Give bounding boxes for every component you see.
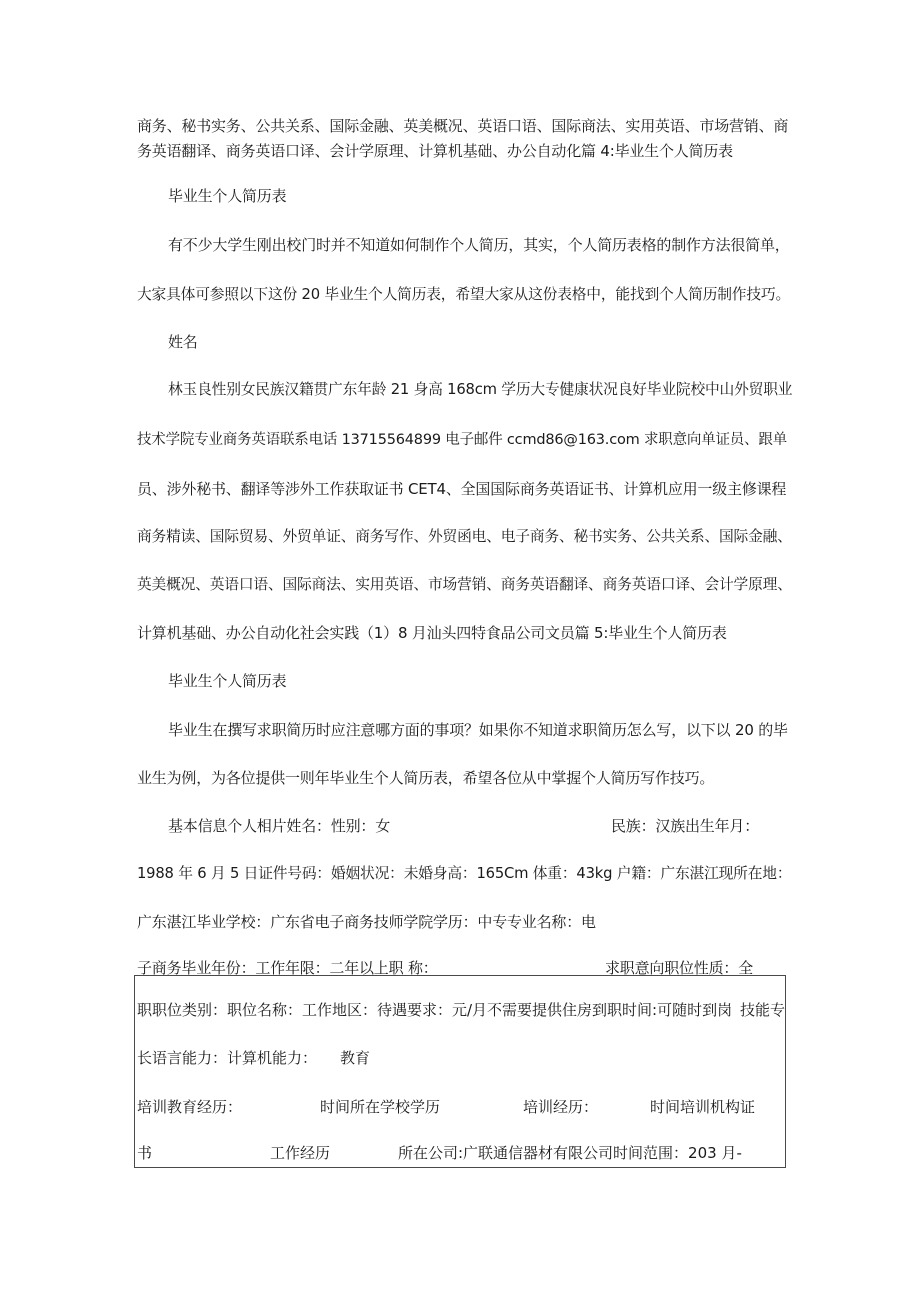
resume-detail-line: 林玉良性别女民族汉籍贯广东年龄 21 身高 168cm 学历大专健康状况良好毕业院校中山外贸职业 (168, 381, 793, 398)
basic-info-line-2: 1988 年 6 月 5 日证件号码：婚姻状况：未婚身高：165Cm 体重：43kg 户籍：广东湛江现所在地： (137, 865, 792, 882)
table-row-1-left: 职职位类别：职位名称：工作地区：待遇要求：元/月不需要提供住房到职时间:可随时到岗 (137, 1001, 733, 1019)
table-row-3-cell: 培训经历： (523, 1098, 599, 1116)
table-row-3-cell: 时间所在学校学历 (320, 1098, 441, 1116)
resume-detail-line: 技术学院专业商务英语联系电话 13715564899 电子邮件 ccmd86@163.com 求职意向单证员、跟单 (137, 432, 787, 448)
table-row-3-cell: 时间培训机构证 (650, 1098, 756, 1116)
section5-para-1: 毕业生在撰写求职简历时应注意哪方面的事项？如果你不知道求职简历怎么写，以下以 20 的毕 (168, 721, 788, 739)
section4-para-2: 大家具体可参照以下这份 20 毕业生个人简历表，希望大家从这份表格中，能找到个人简历制作技巧。 (137, 286, 790, 303)
resume-detail-line: 员、涉外秘书、翻译等涉外工作获取证书 CET4、全国国际商务英语证书、计算机应用一级主修课程 (137, 480, 787, 498)
basic-info-right: 民族：汉族出生年月： (611, 817, 760, 835)
intro-line-1: 商务、秘书实务、公共关系、国际金融、英美概况、英语口语、国际商法、实用英语、市场营销、商 (137, 117, 789, 135)
basic-info-line-3: 广东湛江毕业学校：广东省电子商务技师学院学历：中专专业名称：电 (137, 913, 596, 931)
resume-detail-line: 计算机基础、办公自动化社会实践（1）8 月汕头四特食品公司文员篇 5:毕业生个人简历表 (137, 624, 727, 642)
section5-para-2: 业生为例，为各位提供一则年毕业生个人简历表，希望各位从中掌握个人简历写作技巧。 (137, 769, 715, 787)
table-row-2-left: 长语言能力：计算机能力： (137, 1049, 318, 1067)
table-row-4-cell: 书 (137, 1144, 153, 1162)
section5-title: 毕业生个人简历表 (168, 672, 287, 690)
table-row-4-cell: 工作经历 (270, 1144, 331, 1162)
table-row-4-cell: 所在公司:广联通信器材有限公司时间范围：203 月- (398, 1144, 742, 1162)
table-row-3-cell: 培训教育经历： (137, 1098, 243, 1116)
intro-line-2: 务英语翻译、商务英语口译、会计学原理、计算机基础、办公自动化篇 4:毕业生个人简历表 (137, 142, 733, 160)
section4-para-1: 有不少大学生刚出校门时并不知道如何制作个人简历，其实，个人简历表格的制作方法很简单， (168, 236, 790, 254)
basic-info-left: 基本信息个人相片姓名：性别：女 (168, 817, 391, 835)
basic-info-line-4-left: 子商务毕业年份：工作年限：二年以上职 称： (137, 959, 438, 977)
resume-detail-line: 英美概况、英语口语、国际商法、实用英语、市场营销、商务英语翻译、商务英语口译、会计学原理、 (137, 576, 792, 593)
section4-title: 毕业生个人简历表 (168, 187, 287, 205)
name-label: 姓名 (168, 333, 198, 351)
resume-detail-line: 商务精读、国际贸易、外贸单证、商务写作、外贸函电、电子商务、秘书实务、公共关系、国际金融、 (137, 528, 792, 545)
table-row-1-right: 技能专 (740, 1001, 786, 1019)
table-row-2-right: 教育 (340, 1049, 371, 1067)
basic-info-line-4-right: 求职意向职位性质：全 (605, 959, 754, 977)
